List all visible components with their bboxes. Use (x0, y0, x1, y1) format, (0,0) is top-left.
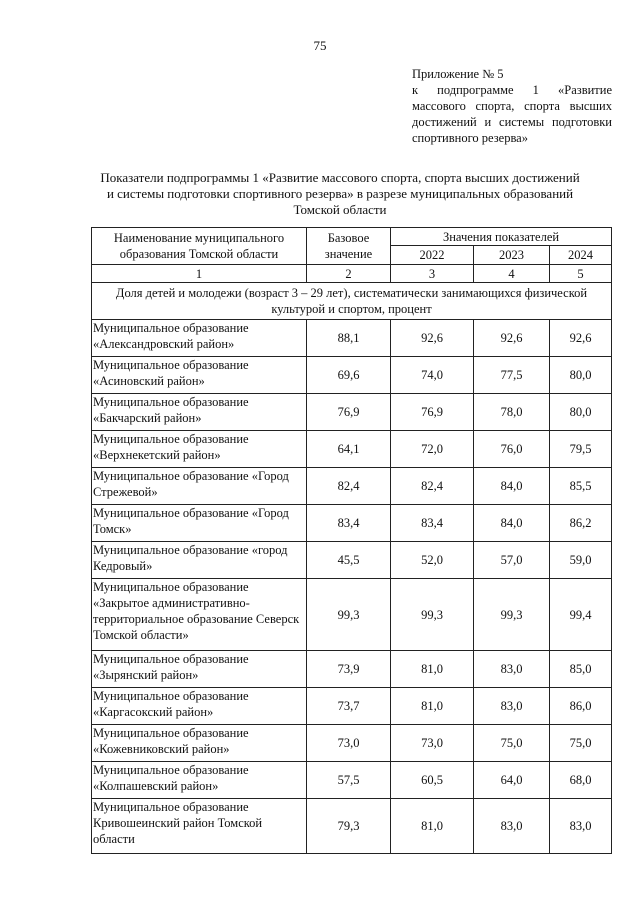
value-2022-cell: 99,3 (391, 579, 474, 651)
table-row (92, 542, 612, 579)
title-line: Показатели подпрограммы 1 «Развитие массового спорта, спорта высших достижений (100, 170, 580, 185)
base-value-cell: 57,5 (307, 762, 391, 799)
value-2024-cell: 68,0 (550, 762, 612, 799)
base-value-cell: 73,7 (307, 688, 391, 725)
header-base-col: Базовое значение (307, 228, 391, 265)
municipality-name-cell: Муниципальное образование «Город Томск» (92, 505, 307, 542)
value-2023-cell: 76,0 (474, 431, 550, 468)
value-2024-cell: 59,0 (550, 542, 612, 579)
value-2024-cell: 79,5 (550, 431, 612, 468)
column-number: 1 (92, 265, 307, 283)
table-row (92, 394, 612, 431)
appendix-line: к подпрограмме 1 «Развитие (412, 83, 612, 97)
appendix-note (412, 66, 612, 146)
table-row (92, 579, 612, 651)
appendix-line: массового спорта, спорта высших (412, 99, 612, 113)
base-value-cell: 73,9 (307, 651, 391, 688)
value-2024-cell: 99,4 (550, 579, 612, 651)
value-2023-cell: 83,0 (474, 651, 550, 688)
table-row (92, 468, 612, 505)
header-year: 2023 (474, 246, 550, 265)
appendix-line: Приложение № 5 (412, 67, 504, 81)
table-row (92, 688, 612, 725)
value-2023-cell: 78,0 (474, 394, 550, 431)
column-number: 2 (307, 265, 391, 283)
value-2022-cell: 76,9 (391, 394, 474, 431)
base-value-cell: 79,3 (307, 799, 391, 854)
table-row (92, 505, 612, 542)
value-2024-cell: 80,0 (550, 357, 612, 394)
table-row (92, 357, 612, 394)
value-2023-cell: 84,0 (474, 468, 550, 505)
column-number: 5 (550, 265, 612, 283)
value-2022-cell: 73,0 (391, 725, 474, 762)
section-row (92, 283, 612, 320)
value-2023-cell: 84,0 (474, 505, 550, 542)
municipality-name-cell: Муниципальное образование «Верхнекетский район» (92, 431, 307, 468)
value-2023-cell: 77,5 (474, 357, 550, 394)
base-value-cell: 73,0 (307, 725, 391, 762)
appendix-line: достижений и системы подготовки (412, 115, 612, 129)
column-number-row (92, 265, 612, 283)
municipality-name-cell: Муниципальное образование «Колпашевский район» (92, 762, 307, 799)
value-2023-cell: 83,0 (474, 799, 550, 854)
header-values-group: Значения показателей (391, 228, 612, 246)
table-row (92, 320, 612, 357)
base-value-cell: 99,3 (307, 579, 391, 651)
column-number: 3 (391, 265, 474, 283)
base-value-cell: 64,1 (307, 431, 391, 468)
indicators-table (91, 227, 612, 854)
table-row (92, 762, 612, 799)
value-2022-cell: 74,0 (391, 357, 474, 394)
value-2024-cell: 85,5 (550, 468, 612, 505)
title-line: Томской области (293, 202, 387, 217)
value-2022-cell: 81,0 (391, 651, 474, 688)
base-value-cell: 69,6 (307, 357, 391, 394)
value-2023-cell: 92,6 (474, 320, 550, 357)
municipality-name-cell: Муниципальное образование «Александровский район» (92, 320, 307, 357)
municipality-name-cell: Муниципальное образование «Зырянский район» (92, 651, 307, 688)
value-2024-cell: 92,6 (550, 320, 612, 357)
value-2024-cell: 85,0 (550, 651, 612, 688)
municipality-name-cell: Муниципальное образование «Асиновский район» (92, 357, 307, 394)
table-row (92, 651, 612, 688)
base-value-cell: 82,4 (307, 468, 391, 505)
value-2022-cell: 72,0 (391, 431, 474, 468)
municipality-name-cell: Муниципальное образование «Кожевниковский район» (92, 725, 307, 762)
table-row (92, 431, 612, 468)
value-2023-cell: 75,0 (474, 725, 550, 762)
value-2022-cell: 52,0 (391, 542, 474, 579)
value-2024-cell: 86,0 (550, 688, 612, 725)
value-2023-cell: 64,0 (474, 762, 550, 799)
value-2023-cell: 57,0 (474, 542, 550, 579)
base-value-cell: 45,5 (307, 542, 391, 579)
value-2022-cell: 60,5 (391, 762, 474, 799)
base-value-cell: 83,4 (307, 505, 391, 542)
header-year: 2022 (391, 246, 474, 265)
value-2022-cell: 81,0 (391, 799, 474, 854)
column-number: 4 (474, 265, 550, 283)
municipality-name-cell: Муниципальное образование «Закрытое административно-территориальное образование Северск Томской области» (92, 579, 307, 651)
municipality-name-cell: Муниципальное образование «Бакчарский район» (92, 394, 307, 431)
document-title (70, 170, 610, 218)
value-2024-cell: 80,0 (550, 394, 612, 431)
header-name-col: Наименование муниципального образования Томской области (92, 228, 307, 265)
table-row (92, 725, 612, 762)
base-value-cell: 76,9 (307, 394, 391, 431)
appendix-line: спортивного резерва» (412, 131, 528, 145)
value-2024-cell: 86,2 (550, 505, 612, 542)
value-2022-cell: 83,4 (391, 505, 474, 542)
value-2022-cell: 82,4 (391, 468, 474, 505)
section-title: Доля детей и молодежи (возраст 3 – 29 лет), систематически занимающихся физической культурой и спортом, процент (92, 283, 612, 320)
municipality-name-cell: Муниципальное образование «Город Стрежевой» (92, 468, 307, 505)
value-2022-cell: 92,6 (391, 320, 474, 357)
value-2022-cell: 81,0 (391, 688, 474, 725)
municipality-name-cell: Муниципальное образование «Каргасокский район» (92, 688, 307, 725)
header-year: 2024 (550, 246, 612, 265)
value-2024-cell: 75,0 (550, 725, 612, 762)
base-value-cell: 88,1 (307, 320, 391, 357)
page-number: 75 (313, 38, 327, 53)
value-2023-cell: 99,3 (474, 579, 550, 651)
value-2024-cell: 83,0 (550, 799, 612, 854)
municipality-name-cell: Муниципальное образование Кривошеинский район Томской области (92, 799, 307, 854)
header-row (92, 228, 612, 246)
table-row (92, 799, 612, 854)
municipality-name-cell: Муниципальное образование «город Кедровый» (92, 542, 307, 579)
value-2023-cell: 83,0 (474, 688, 550, 725)
title-line: и системы подготовки спортивного резерва» в разрезе муниципальных образований (106, 186, 574, 201)
